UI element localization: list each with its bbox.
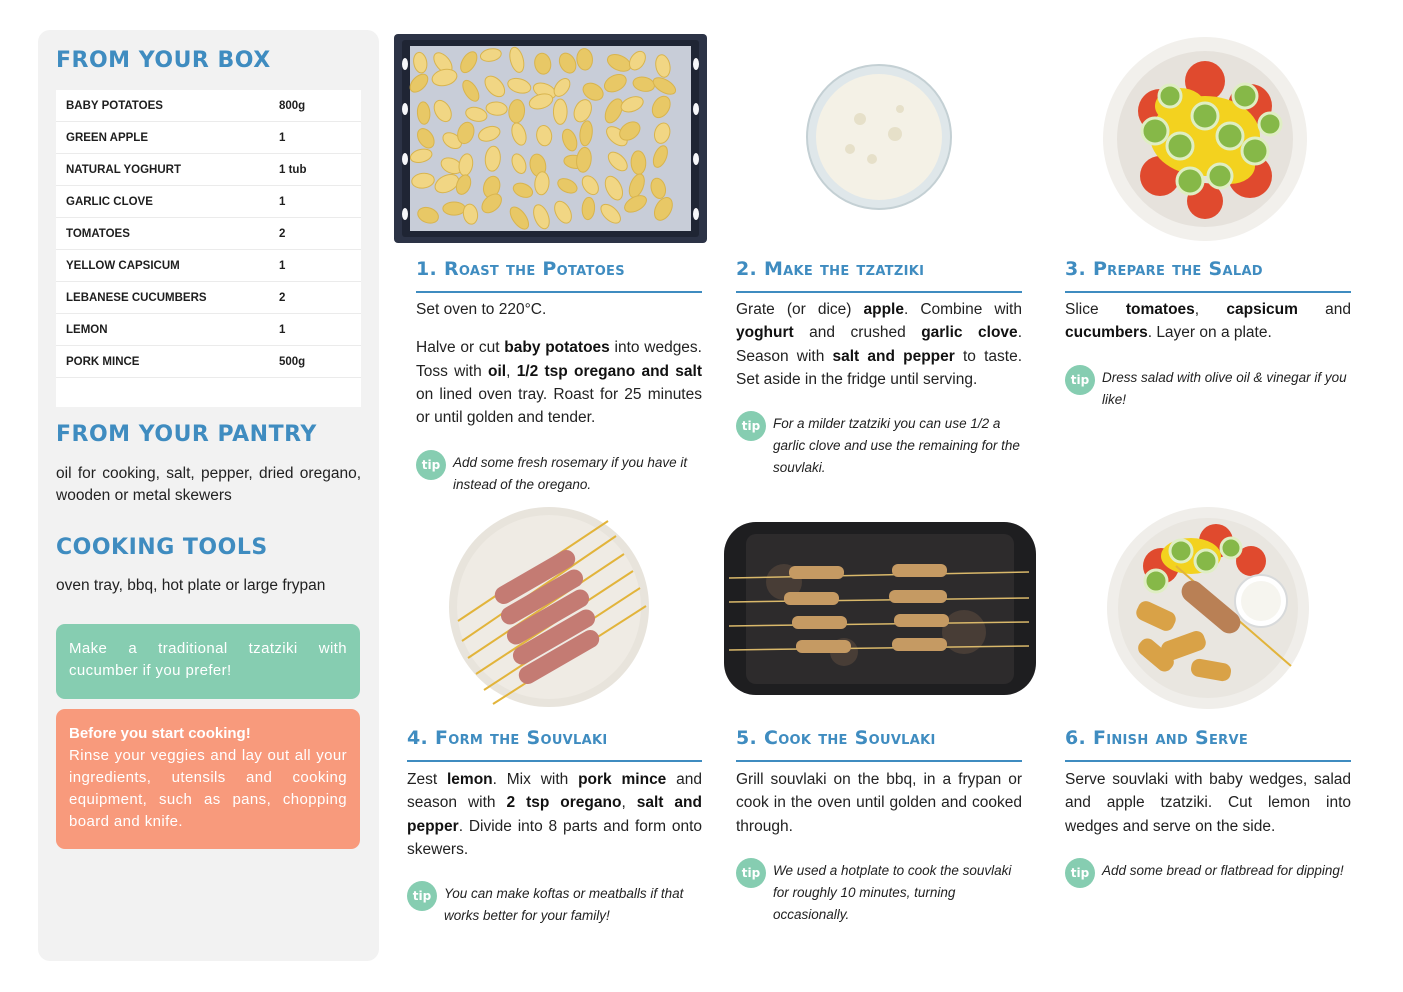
ingredient-highlight: oil [488, 362, 507, 380]
ingredient-quantity: 1 [279, 131, 286, 144]
ingredient-quantity: 1 [279, 195, 286, 208]
from-your-pantry-heading: FROM YOUR PANTRY [56, 422, 317, 447]
tip-text: Add some fresh rosemary if you have it instead of the oregano. [453, 455, 688, 492]
ingredient-highlight: 2 tsp oregano [506, 794, 622, 812]
step-6-title: 6. Finish and Serve [1065, 727, 1249, 749]
instruction-text: , [506, 362, 517, 380]
step-1-instructions [416, 298, 702, 444]
tip-badge-icon: tip [1065, 365, 1095, 395]
ingredient-name: GARLIC CLOVE [66, 195, 153, 208]
instruction-paragraph [736, 768, 1022, 838]
ingredient-quantity: 500g [279, 355, 306, 368]
step-6-tip [1065, 860, 1351, 888]
ingredient-quantity: 1 [279, 259, 286, 272]
tzatziki-bowl-photo [800, 64, 958, 214]
ingredient-quantity: 1 [279, 323, 286, 336]
ingredient-highlight: capsicum [1226, 301, 1298, 318]
from-your-box-heading: FROM YOUR BOX [56, 48, 271, 73]
ingredient-name: BABY POTATOES [66, 99, 163, 112]
step-4-tip [407, 883, 702, 927]
step-3-divider [1065, 291, 1351, 293]
instruction-text: and season with [407, 771, 702, 812]
instruction-text: . Mix with [492, 771, 579, 788]
ingredient-row [56, 122, 361, 154]
roasted-potatoes-photo [394, 34, 707, 243]
ingredient-row [56, 346, 361, 378]
step-5-instructions [736, 768, 1022, 853]
instruction-text: Set oven to 220°C. [416, 301, 547, 318]
tip-badge-icon: tip [1065, 858, 1095, 888]
ingredient-highlight: cucumbers [1065, 324, 1148, 342]
ingredient-row-empty [56, 378, 361, 407]
step-2-divider [736, 291, 1022, 293]
before-you-start-text: Rinse your veggies and lay out all your ingredients, utensils and cooking equipment, such as pans, chopping board and knife. [69, 747, 347, 830]
tip-badge-icon: tip [736, 411, 766, 441]
ingredient-row [56, 250, 361, 282]
ingredient-highlight: apple [863, 301, 904, 318]
step-4-divider [407, 760, 702, 762]
ingredient-name: PORK MINCE [66, 355, 140, 368]
tip-text: Dress salad with olive oil & vinegar if you like! [1102, 370, 1347, 407]
ingredient-highlight: tomatoes [1125, 301, 1195, 318]
finished-plate-photo [1106, 506, 1310, 710]
tip-badge-icon: tip [407, 881, 437, 911]
instruction-text: Serve souvlaki with baby wedges, salad and apple tzatziki. Cut lemon into wedges and serve on the side. [1065, 771, 1351, 835]
instruction-text: , [621, 794, 637, 812]
tip-badge-icon: tip [416, 450, 446, 480]
step-5-divider [736, 760, 1022, 762]
step-2-instructions [736, 298, 1022, 406]
ingredient-row [56, 282, 361, 314]
ingredient-row [56, 186, 361, 218]
instruction-paragraph [416, 336, 702, 429]
tzatziki-tip-note [56, 624, 360, 699]
ingredient-highlight: yoghurt [736, 324, 794, 342]
step-2-title: 2. Make the tzatziki [736, 258, 925, 280]
instruction-paragraph [407, 768, 702, 861]
instruction-text: . Layer on a plate. [1147, 324, 1272, 342]
instruction-text: . Divide into 8 parts and form onto skewers. [407, 817, 702, 858]
ingredient-row [56, 154, 361, 186]
instruction-text: on lined oven tray. Roast for 25 minutes or until golden and tender. [416, 385, 702, 427]
ingredient-name: NATURAL YOGHURT [66, 163, 181, 176]
step-5-tip [736, 860, 1022, 926]
pantry-items-text: oil for cooking, salt, pepper, dried oregano, wooden or metal skewers [56, 465, 361, 504]
before-you-start-note [56, 709, 360, 849]
ingredient-highlight: 1/2 tsp oregano and salt [516, 362, 702, 380]
before-you-start-heading: Before you start cooking! [69, 725, 251, 742]
ingredient-quantity: 2 [279, 291, 286, 304]
cooking-tools-heading: COOKING TOOLS [56, 535, 268, 560]
instruction-text: , [1194, 301, 1227, 318]
instruction-paragraph [1065, 298, 1351, 345]
step-1-divider [416, 291, 702, 293]
instruction-paragraph [736, 298, 1022, 391]
step-2-tip [736, 413, 1022, 479]
instruction-text: and crushed [793, 324, 922, 342]
ingredient-row [56, 90, 361, 122]
step-5-title: 5. Cook the Souvlaki [736, 727, 936, 749]
ingredient-row [56, 218, 361, 250]
step-3-title: 3. Prepare the Salad [1065, 258, 1263, 280]
step-1-tip [416, 452, 702, 496]
tip-text: You can make koftas or meatballs if that works better for your family! [444, 886, 684, 923]
ingredient-highlight: garlic clove [921, 324, 1018, 342]
instruction-text: Zest [407, 771, 447, 788]
tip-text: We used a hotplate to cook the souvlaki for roughly 10 minutes, turning occasionally. [773, 863, 1012, 922]
cooking-tools-text: oven tray, bbq, hot plate or large frypan [56, 577, 326, 594]
ingredient-quantity: 800g [279, 99, 306, 112]
ingredient-name: GREEN APPLE [66, 131, 149, 144]
ingredient-highlight: baby potatoes [504, 339, 610, 357]
ingredient-name: LEBANESE CUCUMBERS [66, 291, 207, 304]
step-6-divider [1065, 760, 1351, 762]
instruction-text: . Season with [736, 324, 1022, 365]
instruction-text: Halve or cut [416, 339, 505, 357]
ingredient-highlight: lemon [446, 771, 493, 788]
instruction-paragraph [1065, 768, 1351, 838]
ingredient-row [56, 314, 361, 346]
step-3-tip [1065, 367, 1351, 411]
green-note-text: Make a traditional tzatziki with cucumber if you prefer! [69, 640, 347, 679]
tip-badge-icon: tip [736, 858, 766, 888]
instruction-text: to taste. Set aside in the fridge until serving. [736, 347, 1023, 388]
ingredient-highlight: salt and pepper [832, 347, 955, 365]
step-6-instructions [1065, 768, 1351, 853]
ingredients-table [56, 90, 361, 407]
tip-text: For a milder tzatziki you can use 1/2 a garlic clove and use the remaining for the souvlaki. [773, 416, 1020, 475]
ingredient-quantity: 1 tub [279, 163, 307, 176]
instruction-text: . Combine with [903, 301, 1022, 318]
step-1-title: 1. Roast the Potatoes [416, 258, 625, 280]
ingredient-quantity: 2 [279, 227, 286, 240]
instruction-text: Grate (or dice) [736, 301, 864, 318]
ingredient-name: LEMON [66, 323, 108, 336]
ingredient-name: YELLOW CAPSICUM [66, 259, 180, 272]
instruction-text: Grill souvlaki on the bbq, in a frypan or cook in the oven until golden and cooked through. [736, 771, 1022, 835]
ingredient-highlight: pork mince [578, 771, 667, 788]
instruction-paragraph [416, 298, 702, 321]
step-4-title: 4. Form the Souvlaki [407, 727, 608, 749]
ingredient-name: TOMATOES [66, 227, 130, 240]
instruction-text: and [1297, 301, 1352, 318]
instruction-text: Slice [1065, 301, 1126, 318]
step-3-instructions [1065, 298, 1351, 360]
salad-plate-photo [1100, 36, 1310, 242]
instruction-text: into wedges. Toss with [416, 339, 702, 380]
raw-souvlaki-skewers-photo [448, 506, 650, 708]
hotplate-souvlaki-photo [724, 522, 1036, 695]
ingredient-highlight: salt and pepper [407, 794, 702, 835]
tip-text: Add some bread or flatbread for dipping! [1102, 863, 1344, 878]
step-4-instructions [407, 768, 702, 876]
